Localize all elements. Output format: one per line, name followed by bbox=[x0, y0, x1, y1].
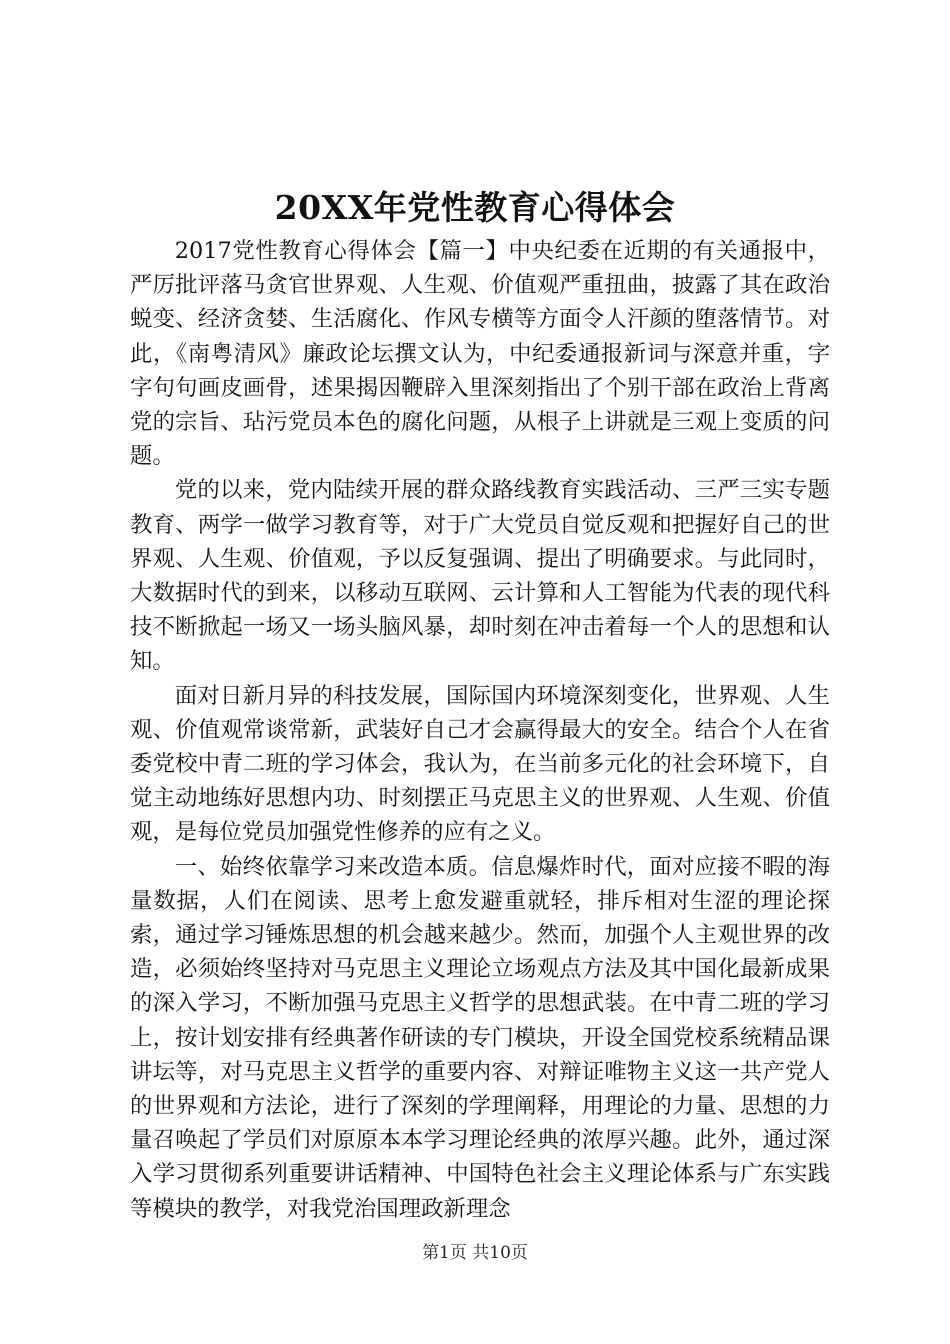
document-body bbox=[130, 234, 830, 1226]
document-title: 20XX年党性教育心得体会 bbox=[274, 188, 676, 227]
page-number-footer: 第1页 共10页 bbox=[422, 1243, 528, 1263]
paragraph: 党的以来，党内陆续开展的群众路线教育实践活动、三严三实专题教育、两学一做学习教育等，对于广大党员自觉反观和把握好自己的世界观、人生观、价值观，予以反复强调、提出了明确要求。与此同时，大数据时代的到来，以移动互联网、云计算和人工智能为代表的现代科技不断掀起一场又一场头脑风暴，却时刻在冲击着每一个人的思想和认知。 bbox=[130, 477, 830, 675]
paragraph: 2017党性教育心得体会【篇一】中央纪委在近期的有关通报中，严厉批评落马贪官世界观、人生观、价值观严重扭曲，披露了其在政治蜕变、经济贪婪、生活腐化、作风专横等方面令人汗颜的堕落情节。对此，《南粤清风》廉政论坛撰文认为，中纪委通报新词与深意并重，字字句句画皮画骨，述果揭因鞭辟入里深刻指出了个别干部在政治上背离党的宗旨、玷污党员本色的腐化问题，从根子上讲就是三观上变质的问题。 bbox=[130, 238, 830, 470]
paragraph: 面对日新月异的科技发展，国际国内环境深刻变化，世界观、人生观、价值观常谈常新，武装好自己才会赢得最大的安全。结合个人在省委党校中青二班的学习体会，我认为，在当前多元化的社会环境下，自觉主动地练好思想内功、时刻摆正马克思主义的世界观、人生观、价值观，是每位党员加强党性修养的应有之义。 bbox=[130, 682, 830, 846]
paragraph: 一、始终依靠学习来改造本质。信息爆炸时代，面对应接不暇的海量数据，人们在阅读、思考上愈发避重就轻，排斥相对生涩的理论探索，通过学习锤炼思想的机会越来越少。然而，加强个人主观世界的改造，必须始终坚持对马克思主义理论立场观点方法及其中国化最新成果的深入学习，不断加强马克思主义哲学的思想武装。在中青二班的学习上，按计划安排有经典著作研读的专门模块，开设全国党校系统精品课讲坛等，对马克思主义哲学的重要内容、对辩证唯物主义这一共产党人的世界观和方法论，进行了深刻的学理阐释，用理论的力量、思想的力量召唤起了学员们对原原本本学习理论经典的浓厚兴趣。此外，通过深入学习贯彻系列重要讲话精神、中国特色社会主义理论体系与广东实践等模块的教学，对我党治国理政新理念 bbox=[130, 853, 830, 1222]
